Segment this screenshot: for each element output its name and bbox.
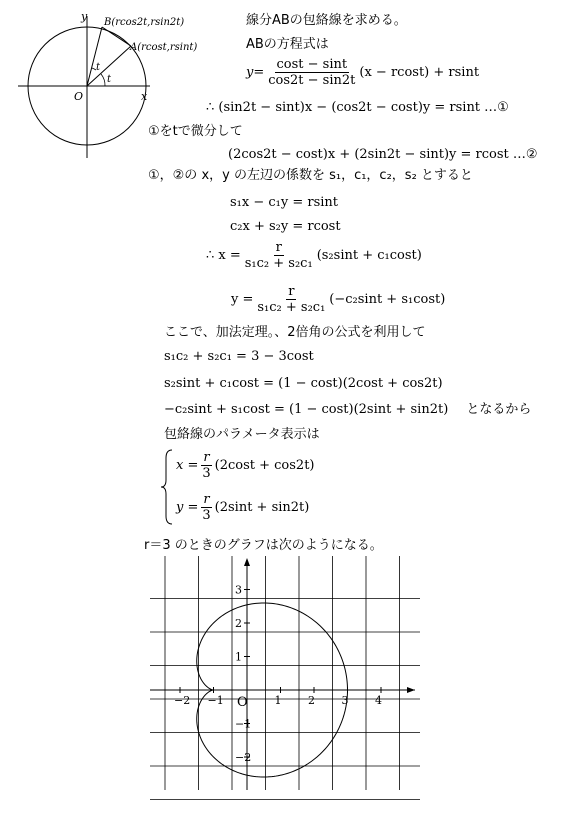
param-x-rhs: (2cost + cos2t) [214,458,315,473]
diagram-label-B: B(rcos2t,rsin2t) [104,17,185,28]
heading: 線分ABの包絡線を求める。 [246,13,407,28]
x-tick-label: −2 [174,694,191,707]
eq1: ∴ (sin2t − sint)x − (cos2t − cost)y = rsint …① [206,100,509,115]
eq-intro: ABの方程式は [246,37,329,52]
eq-ab-num: cost − sint [276,57,348,72]
eq-ab-lhs: y= [246,65,265,80]
identity-3-tail: となるから [466,402,532,417]
param-x-lhs: x = [176,458,199,473]
eq-ab-den: cos2t − sin2t [268,73,356,88]
param-x-num: r [203,450,210,465]
param-note: 包絡線のパラメータ表示は [164,427,320,442]
y-tick-label: 2 [235,617,242,630]
y-tick-label: −1 [235,717,252,731]
coeff-note: ①，②の x，y の左辺の係数を s₁，c₁，c₂，s₂ とすると [148,168,473,183]
sol-y-rhs: (−c₂sint + s₁cost) [329,292,446,307]
diagram-label-A: A(rcost,rsint) [130,42,198,53]
x-tick-label: 2 [308,694,315,707]
y-tick-label: −2 [235,751,252,764]
identity-1: s₁c₂ + s₂c₁ = 3 − 3cost [164,349,314,364]
sys2: c₂x + s₂y = rcost [230,219,341,234]
diff-note: ①をtで微分して [148,124,243,139]
sol-x-rhs: (s₂sint + c₁cost) [316,248,422,263]
diagram-angle-label-2: t [96,62,101,73]
sys1: s₁x − c₁y = rsint [230,195,339,210]
eq2: (2cos2t − cost)x + (2sin2t − sint)y = rcost …② [228,147,538,162]
graph-note: r＝3 のときのグラフは次のようになる。 [144,538,383,553]
diagram-label-y: y [81,10,88,23]
y-axis-arrow [244,558,250,566]
diagram-angle-label-1: t [107,74,112,85]
param-y-num: r [203,492,210,507]
diagram-label-x: x [141,90,148,103]
sol-y-den: s₁c₂ + s₂c₁ [257,300,326,315]
param-y-lhs: y = [176,500,199,515]
x-tick-label: 3 [341,694,349,707]
identity-2: s₂sint + c₁cost = (1 − cost)(2cost + cos2t) [164,376,443,391]
x-axis-arrow [407,687,415,693]
diagram-label-origin: O [74,90,84,103]
x-tick-label: 1 [274,694,282,707]
param-y-den: 3 [202,508,211,523]
y-tick-label: 3 [235,583,242,597]
graph-origin-label: O [237,695,248,710]
param-y-rhs: (2sint + sin2t) [214,500,310,515]
x-tick-label: 4 [375,694,382,707]
y-tick-label: 1 [235,650,242,664]
identity-3-eq: −c₂sint + s₁cost = (1 − cost)(2sint + sin2t) [164,402,449,417]
sol-y-num: r [288,284,295,299]
eq-ab-rhs: (x − rcost) + rsint [359,65,480,80]
sol-y-lhs: y = [231,292,254,307]
addition-note: ここで、加法定理。、2倍角の公式を利用して [164,325,426,340]
sol-x-lhs: ∴ x = [206,248,241,263]
x-tick-label: −1 [207,694,224,707]
sol-x-den: s₁c₂ + s₂c₁ [244,256,313,271]
param-x-den: 3 [202,466,211,481]
sol-x-num: r [275,240,282,255]
